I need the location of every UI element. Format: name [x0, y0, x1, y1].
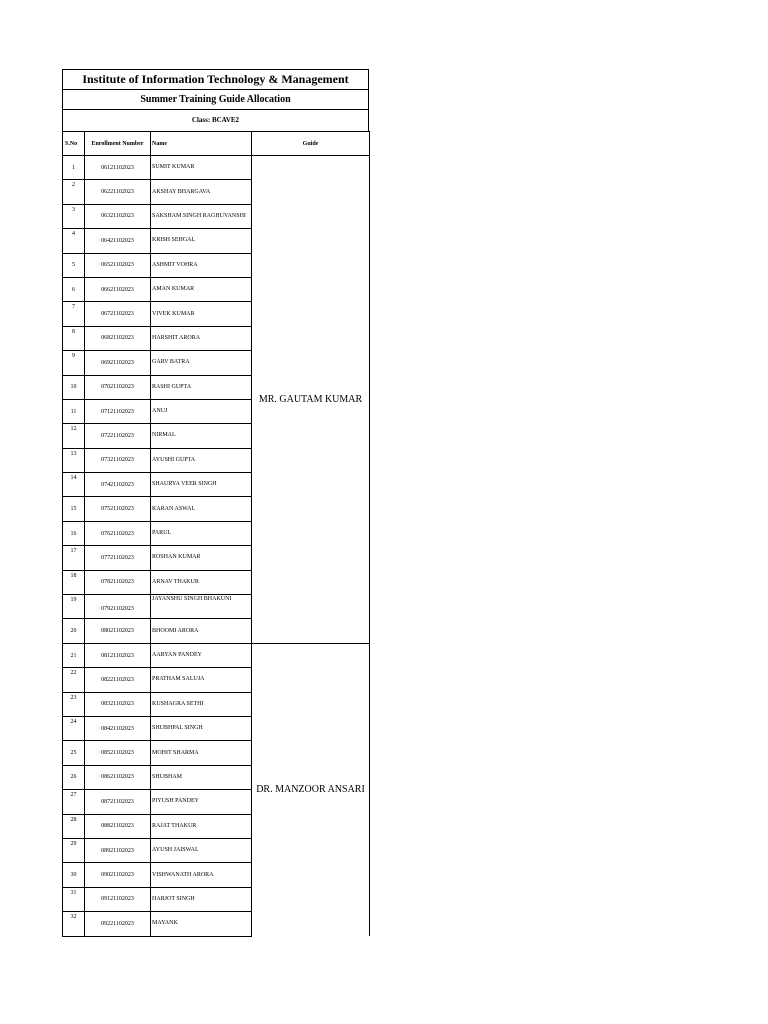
name-cell: KARAN ASWAL: [151, 497, 252, 521]
name-cell: MOHIT SHARMA: [151, 741, 252, 765]
enrollment-cell: 08521102023: [85, 741, 151, 765]
name-cell: HARSHIT ARORA: [151, 326, 252, 350]
enrollment-cell: 08621102023: [85, 765, 151, 789]
name-cell: VISHWANATH ARORA: [151, 863, 252, 887]
sno-value: 20: [70, 628, 77, 635]
sno-cell: [63, 912, 85, 936]
name-cell: RAJAT THAKUR: [151, 814, 252, 838]
sno-cell: [63, 741, 85, 765]
sno-value: 23: [70, 694, 77, 701]
guide-cell: DR. MANZOOR ANSARI: [252, 643, 370, 936]
sno-value: 13: [70, 450, 77, 457]
sno-cell: [63, 521, 85, 545]
sno-cell: [63, 546, 85, 570]
sno-value: 14: [70, 475, 77, 482]
name-cell: VIVEK KUMAR: [151, 302, 252, 326]
sheet-subtitle: Summer Training Guide Allocation: [62, 89, 369, 109]
sno-cell: [63, 887, 85, 911]
enrollment-cell: 08821102023: [85, 814, 151, 838]
sno-cell: [63, 668, 85, 692]
sno-cell: [63, 497, 85, 521]
sno-cell: [63, 399, 85, 423]
table-row: [63, 156, 370, 180]
enrollment-cell: 08221102023: [85, 668, 151, 692]
sno-value: 16: [70, 530, 77, 537]
name-cell: AKSHAY BHARGAVA: [151, 180, 252, 204]
allocation-table: [62, 131, 370, 937]
name-cell: SHUBHPAL SINGH: [151, 716, 252, 740]
enrollment-cell: 09221102023: [85, 912, 151, 936]
sno-value: 9: [72, 353, 75, 360]
sno-value: 18: [70, 572, 77, 579]
sno-value: 15: [70, 506, 77, 513]
name-cell: ANUJ: [151, 399, 252, 423]
name-cell: AYUSHI GUPTA: [151, 448, 252, 472]
sno-cell: [63, 863, 85, 887]
enrollment-cell: 06121102023: [85, 156, 151, 180]
sno-cell: [63, 302, 85, 326]
sno-cell: [63, 375, 85, 399]
sno-cell: [63, 180, 85, 204]
column-header-enrollment: Enrollment Number: [85, 132, 151, 156]
name-cell: GARV BATRA: [151, 351, 252, 375]
sno-cell: [63, 351, 85, 375]
guide-cell: MR. GAUTAM KUMAR: [252, 156, 370, 644]
sno-value: 10: [70, 384, 77, 391]
sno-cell: [63, 156, 85, 180]
name-cell: HARJOT SINGH: [151, 887, 252, 911]
name-cell: PIYUSH PANDEY: [151, 790, 252, 814]
class-label: Class: BCAVE2: [62, 109, 369, 131]
column-header-sno: S.No: [63, 132, 85, 156]
sno-cell: [63, 448, 85, 472]
name-cell: AMAN KUMAR: [151, 277, 252, 301]
name-cell: KUSHAGRA SETHI: [151, 692, 252, 716]
name-cell: ASHMIT VOHRA: [151, 253, 252, 277]
sno-value: 11: [70, 408, 77, 415]
sno-cell: [63, 619, 85, 643]
sno-value: 29: [70, 840, 77, 847]
sno-value: 1: [72, 164, 75, 171]
sno-cell: [63, 716, 85, 740]
name-cell: RASHI GUPTA: [151, 375, 252, 399]
name-cell: ARNAV THAKUR: [151, 570, 252, 594]
sno-value: 22: [70, 670, 77, 677]
sno-cell: [63, 204, 85, 228]
column-header-name: Name: [151, 132, 252, 156]
enrollment-cell: 08421102023: [85, 716, 151, 740]
sno-cell: [63, 229, 85, 253]
sno-cell: [63, 595, 85, 619]
sno-cell: [63, 570, 85, 594]
name-cell: PRATHAM SALUJA: [151, 668, 252, 692]
name-cell: AARYAN PANDEY: [151, 643, 252, 667]
sno-value: 24: [70, 718, 77, 725]
sno-value: 30: [70, 872, 77, 879]
enrollment-cell: 09121102023: [85, 887, 151, 911]
enrollment-cell: 07121102023: [85, 399, 151, 423]
name-cell: SHAURYA VEER SINGH: [151, 473, 252, 497]
enrollment-cell: 07621102023: [85, 521, 151, 545]
name-cell: SUMIT KUMAR: [151, 156, 252, 180]
sno-value: 4: [72, 231, 75, 238]
table-header-row: [63, 132, 370, 156]
enrollment-cell: 06421102023: [85, 229, 151, 253]
enrollment-cell: 07721102023: [85, 546, 151, 570]
sno-value: 32: [70, 914, 77, 921]
sno-value: 2: [72, 182, 75, 189]
sno-value: 28: [70, 816, 77, 823]
enrollment-cell: 07921102023: [85, 595, 151, 619]
enrollment-cell: 07421102023: [85, 473, 151, 497]
sno-cell: [63, 326, 85, 350]
sno-value: 25: [70, 750, 77, 757]
name-cell: NIRMAL: [151, 424, 252, 448]
sno-value: 27: [70, 792, 77, 799]
sno-cell: [63, 473, 85, 497]
sno-value: 8: [72, 328, 75, 335]
enrollment-cell: 08121102023: [85, 643, 151, 667]
enrollment-cell: 07021102023: [85, 375, 151, 399]
sno-cell: [63, 424, 85, 448]
enrollment-cell: 06721102023: [85, 302, 151, 326]
sno-cell: [63, 253, 85, 277]
name-cell: PARUL: [151, 521, 252, 545]
name-cell: AYUSH JAISWAL: [151, 838, 252, 862]
enrollment-cell: 08321102023: [85, 692, 151, 716]
sno-value: 7: [72, 304, 75, 311]
sno-value: 26: [70, 774, 77, 781]
sno-value: 12: [70, 426, 77, 433]
enrollment-cell: 07821102023: [85, 570, 151, 594]
enrollment-cell: 07321102023: [85, 448, 151, 472]
sno-cell: [63, 692, 85, 716]
name-cell: JAYANSHU SINGH BHAKUNI: [151, 595, 252, 619]
sno-value: 5: [72, 262, 75, 269]
sno-value: 19: [70, 597, 77, 604]
allocation-sheet: [62, 69, 369, 937]
sno-cell: [63, 838, 85, 862]
enrollment-cell: 09021102023: [85, 863, 151, 887]
enrollment-cell: 08721102023: [85, 790, 151, 814]
column-header-guide: Guide: [252, 132, 370, 156]
enrollment-cell: 07521102023: [85, 497, 151, 521]
enrollment-cell: 08021102023: [85, 619, 151, 643]
name-cell: KRISH SEHGAL: [151, 229, 252, 253]
institute-title: Institute of Information Technology & Management: [62, 69, 369, 89]
name-cell: BHOOMI ARORA: [151, 619, 252, 643]
enrollment-cell: 06621102023: [85, 277, 151, 301]
sno-cell: [63, 790, 85, 814]
sno-cell: [63, 814, 85, 838]
enrollment-cell: 06821102023: [85, 326, 151, 350]
table-row: [63, 643, 370, 667]
name-cell: SAKSHAM SINGH RAGHUVANSHI: [151, 204, 252, 228]
name-cell: SHUBHAM: [151, 765, 252, 789]
table-body: [63, 156, 370, 937]
enrollment-cell: 06921102023: [85, 351, 151, 375]
sno-value: 31: [70, 889, 77, 896]
sno-value: 6: [72, 286, 75, 293]
enrollment-cell: 06521102023: [85, 253, 151, 277]
sno-value: 17: [70, 548, 77, 555]
sno-value: 3: [72, 206, 75, 213]
sno-value: 21: [70, 652, 77, 659]
sno-cell: [63, 277, 85, 301]
enrollment-cell: 07221102023: [85, 424, 151, 448]
sno-cell: [63, 765, 85, 789]
name-cell: MAYANK: [151, 912, 252, 936]
enrollment-cell: 06321102023: [85, 204, 151, 228]
enrollment-cell: 08921102023: [85, 838, 151, 862]
sno-cell: [63, 643, 85, 667]
enrollment-cell: 06221102023: [85, 180, 151, 204]
name-cell: ROSHAN KUMAR: [151, 546, 252, 570]
